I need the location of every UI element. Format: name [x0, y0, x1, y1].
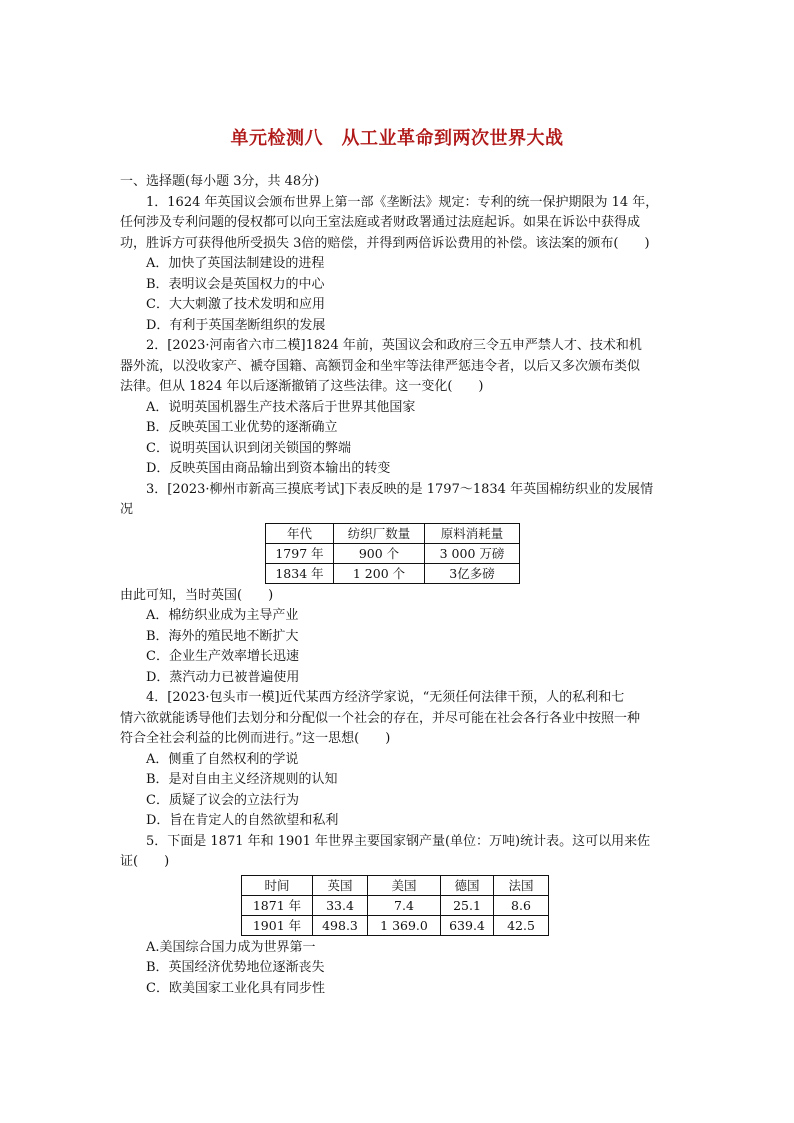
- table-header-cell: 美国: [368, 875, 441, 895]
- question-4-line-3: 符合全社会利益的比例而进行。”这一思想( ): [120, 731, 391, 746]
- table-header-row: [242, 875, 549, 895]
- table-cell: 498.3: [313, 915, 368, 935]
- question-2-line-3: 法律。但从 1824 年以后逐渐撤销了这些法律。这一变化( ): [120, 379, 484, 394]
- question-4-line-1: 4．[2023·包头市一模]近代某西方经济学家说，“无须任何法律干预，人的私利和七: [146, 690, 625, 705]
- table-cell: 1901 年: [242, 915, 313, 935]
- question-5-option-a: A.美国综合国力成为世界第一: [146, 939, 316, 955]
- table-cell: 639.4: [441, 915, 494, 935]
- question-3-option-a: A．棉纺织业成为主导产业: [146, 608, 299, 623]
- table-header-cell: 纺织厂数量: [334, 523, 425, 543]
- question-1-line-1: 1．1624 年英国议会颁布世界上第一部《垄断法》规定：专利的统一保护期限为 14 年，: [146, 194, 659, 210]
- question-content: [120, 172, 676, 999]
- table-cell: 7.4: [368, 895, 441, 915]
- question-1-option-a: A．加快了英国法制建设的进程: [146, 256, 325, 271]
- question-5-option-b: B．英国经济优势地位逐渐丧失: [146, 960, 325, 975]
- question-1-option-b: B．表明议会是英国权力的中心: [146, 276, 325, 292]
- question-3-option-d: D．蒸汽动力已被普遍使用: [146, 669, 300, 685]
- question-5-option-c: C．欧美国家工业化具有同步性: [146, 980, 325, 996]
- question-3-line-1: 3．[2023·柳州市新高三摸底考试]下表反映的是 1797～1834 年英国棉纺织业的发展情: [146, 481, 654, 497]
- question-2-option-a: A．说明英国机器生产技术落后于世界其他国家: [146, 399, 416, 415]
- table-header-cell: 年代: [266, 523, 334, 543]
- question-3-option-c: C．企业生产效率增长迅速: [146, 649, 299, 664]
- table-row: [266, 563, 520, 583]
- table-row: [242, 915, 549, 935]
- table-cell: 1834 年: [266, 563, 334, 583]
- question-1-option-d: D．有利于英国垄断组织的发展: [146, 317, 326, 333]
- question-1-option-c: C．大大刺激了技术发明和应用: [146, 297, 325, 312]
- question-2-option-d: D．反映英国由商品输出到资本输出的转变: [146, 461, 391, 476]
- table-cell: 1871 年: [242, 895, 313, 915]
- question-2-option-b: B．反映英国工业优势的逐渐确立: [146, 420, 338, 435]
- table-cell: 42.5: [494, 915, 549, 935]
- table-row: [242, 895, 549, 915]
- question-1-line-3: 功，胜诉方可获得他所受损失 3倍的赔偿，并得到两倍诉讼费用的补偿。该法案的颁布( ): [120, 235, 650, 251]
- table-cell: 3 000 万磅: [425, 543, 520, 563]
- question-2-line-2: 器外流，以没收家产、褫夺国籍、高额罚金和坐牢等法律严惩违令者，以后又多次颁布类似: [120, 358, 641, 374]
- question-3-stem-end: 由此可知，当时英国( ): [120, 587, 274, 603]
- table-cell: 900 个: [334, 543, 425, 563]
- question-1-line-2: 任何涉及专利问题的侵权都可以向王室法庭或者财政署通过法庭起诉。如果在诉讼中获得成: [120, 215, 641, 230]
- question-5-line-2: 证( ): [120, 854, 170, 869]
- table-header-row: [266, 523, 520, 543]
- question-4-line-2: 情六欲就能诱导他们去划分和分配似一个社会的存在，并尽可能在社会各行各业中按照一种: [120, 710, 641, 726]
- table-row: [266, 543, 520, 563]
- page-title: 单元检测八 从工业革命到两次世界大战: [230, 128, 564, 149]
- table-cell: 1 200 个: [334, 563, 425, 583]
- table-header-cell: 英国: [313, 875, 368, 895]
- question-3-option-b: B．海外的殖民地不断扩大: [146, 628, 299, 644]
- question-2-option-c: C．说明英国认识到闭关锁国的弊端: [146, 440, 351, 456]
- steel-output-table: [241, 875, 549, 936]
- table-header-cell: 法国: [494, 875, 549, 895]
- table-cell: 25.1: [441, 895, 494, 915]
- table-header-cell: 时间: [242, 875, 313, 895]
- table-cell: 8.6: [494, 895, 549, 915]
- table-cell: 33.4: [313, 895, 368, 915]
- question-3-line-2: 况: [120, 502, 134, 517]
- question-4-option-b: B．是对自由主义经济规则的认知: [146, 772, 338, 787]
- table-cell: 1 369.0: [368, 915, 441, 935]
- table-cell: 3亿多磅: [425, 563, 520, 583]
- question-2-line-1: 2．[2023·河南省六市二模]1824 年前，英国议会和政府三令五申严禁人才、技术和机: [146, 338, 642, 353]
- table-cell: 1797 年: [266, 543, 334, 563]
- table-header-cell: 原料消耗量: [425, 523, 520, 543]
- cotton-industry-table: [265, 523, 520, 584]
- table-header-cell: 德国: [441, 875, 494, 895]
- question-4-option-c: C．质疑了议会的立法行为: [146, 792, 299, 808]
- question-4-option-a: A．侧重了自然权利的学说: [146, 751, 299, 767]
- question-5-line-1: 5．下面是 1871 年和 1901 年世界主要国家钢产量(单位：万吨)统计表。这可以用来佐: [146, 833, 651, 849]
- question-4-option-d: D．旨在肯定人的自然欲望和私利: [146, 813, 339, 828]
- section-heading: 一、选择题(每小题 3分，共 48分): [120, 174, 320, 189]
